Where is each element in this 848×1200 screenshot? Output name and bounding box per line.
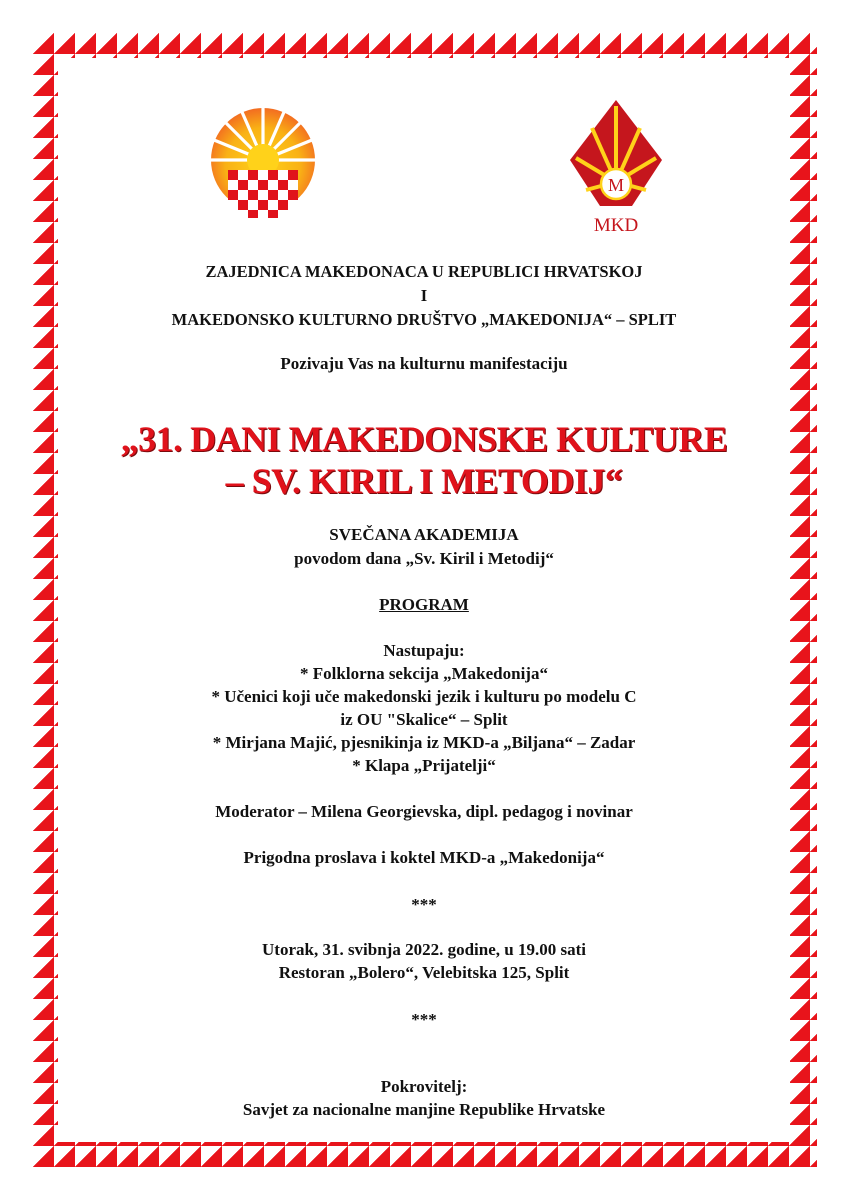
performer-item: * Mirjana Majić, pjesnikinja iz MKD-a „Biljana“ – Zadar — [212, 733, 636, 752]
sponsor-label: Pokrovitelj: — [380, 1077, 468, 1096]
event-date-time: Utorak, 31. svibnja 2022. godine, u 19.00 sati — [262, 940, 586, 959]
organizer-conjunction: I — [420, 286, 428, 305]
performers-label: Nastupaju: — [383, 641, 465, 660]
academy-subheading: povodom dana „Sv. Kiril i Metodij“ — [294, 549, 554, 568]
performer-item: * Klapa „Prijatelji“ — [352, 756, 496, 775]
event-venue: Restoran „Bolero“, Velebitska 125, Split — [278, 963, 570, 982]
mkd-emblem-letter: M — [607, 175, 625, 195]
reception-text: Prigodna proslava i koktel MKD-a „Makedonija“ — [243, 848, 605, 867]
separator: *** — [411, 895, 437, 914]
performer-item: iz OU "Skalice“ – Split — [340, 710, 508, 729]
invitation-text: Pozivaju Vas na kulturnu manifestaciju — [280, 354, 568, 373]
organizer-line-1: ZAJEDNICA MAKEDONACA U REPUBLICI HRVATSKOJ — [205, 262, 643, 281]
program-heading: PROGRAM — [379, 595, 469, 614]
event-title-line-1: „31. DANI MAKEDONSKE KULTURE — [120, 419, 728, 459]
mkd-emblem-logo — [566, 98, 666, 236]
sponsor-name: Savjet za nacionalne manjine Republike Hrvatske — [242, 1100, 606, 1119]
event-title-line-2: – SV. KIRIL I METODIJ“ — [225, 461, 623, 501]
performer-item: * Folklorna sekcija „Makedonija“ — [300, 664, 548, 683]
performer-item: * Učenici koji uče makedonski jezik i kulturu po modelu C — [211, 687, 637, 706]
academy-heading: SVEČANA AKADEMIJA — [329, 525, 519, 544]
zajednica-sun-checkerboard-logo — [204, 108, 322, 220]
organizer-line-2: MAKEDONSKO KULTURNO DRUŠTVO „MAKEDONIJA“ – SPLIT — [171, 310, 677, 329]
separator: *** — [411, 1010, 437, 1029]
mkd-logo-text: MKD — [593, 215, 639, 236]
moderator-text: Moderator – Milena Georgievska, dipl. pedagog i novinar — [215, 802, 633, 821]
